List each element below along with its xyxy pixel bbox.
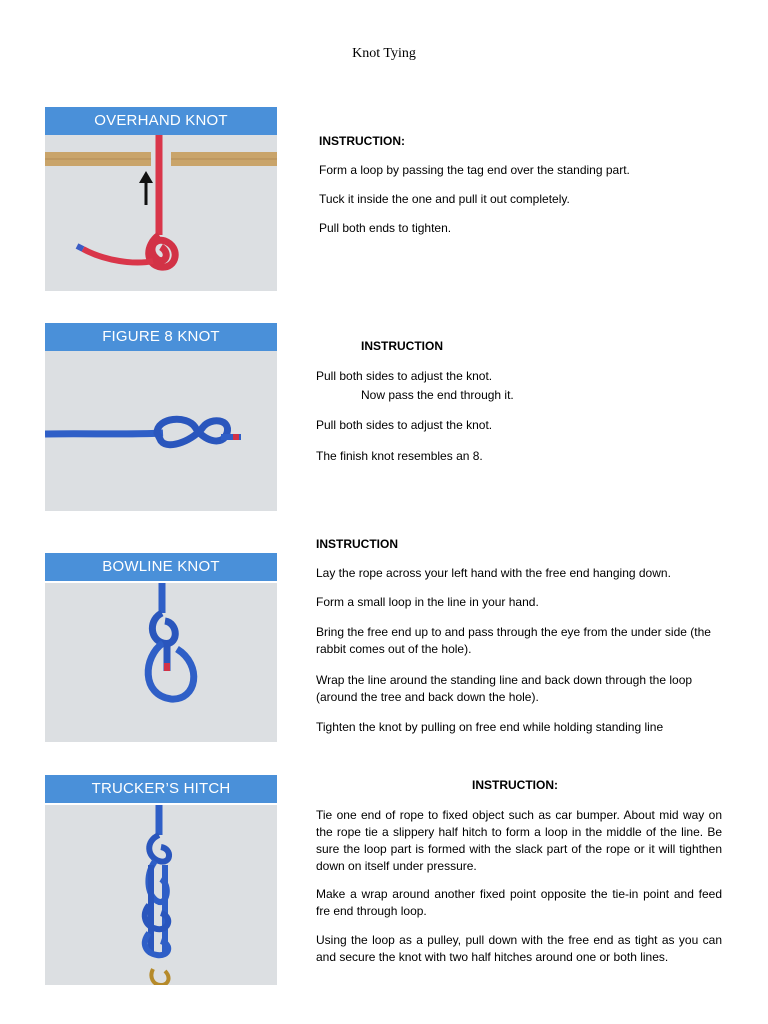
step-text: Tighten the knot by pulling on free end while holding standing line: [316, 720, 664, 734]
step-text: Now pass the end through it.: [361, 388, 514, 402]
section-heading-figure-8: FIGURE 8 KNOT: [45, 323, 277, 351]
step-text: Pull both ends to tighten.: [319, 221, 452, 235]
step-text: The finish knot resembles an 8.: [316, 449, 483, 463]
instruction-label: INSTRUCTION:: [319, 134, 405, 148]
section-heading-bowline: BOWLINE KNOT: [45, 553, 277, 581]
step-text: Form a loop by passing the tag end over the standing part.: [319, 163, 630, 177]
step-text: Tuck it inside the one and pull it out completely.: [319, 192, 570, 206]
truckers-hitch-image: [45, 805, 277, 985]
step-text: Bring the free end up to and pass through the eye from the under side (the rabbit comes out of the hole).: [316, 625, 711, 656]
bowline-knot-image: [45, 583, 277, 742]
step-text: Lay the rope across your left hand with the free end hanging down.: [316, 566, 671, 580]
step-text: Make a wrap around another fixed point opposite the tie-in point and feed fre end through loop.: [316, 887, 722, 918]
step-text: Using the loop as a pulley, pull down with the free end as tight as you can and secure the knot with two half hitches around one or both lines.: [316, 933, 722, 964]
page-title: Knot Tying: [352, 46, 416, 61]
step-text: Pull both sides to adjust the knot.: [316, 369, 493, 383]
section-heading-truckers-hitch: TRUCKER’S HITCH: [45, 775, 277, 803]
step-text: Wrap the line around the standing line and back down through the loop (around the tree and back down the hole).: [316, 673, 693, 704]
section-heading-overhand: OVERHAND KNOT: [45, 107, 277, 135]
instruction-label: INSTRUCTION:: [472, 778, 558, 792]
figure-8-knot-image: [45, 351, 277, 511]
overhand-knot-image: [45, 135, 277, 291]
instruction-label: INSTRUCTION: [361, 339, 443, 353]
instruction-label: INSTRUCTION: [316, 537, 398, 551]
step-text: Pull both sides to adjust the knot.: [316, 418, 493, 432]
step-text: Form a small loop in the line in your hand.: [316, 595, 539, 609]
step-text: Tie one end of rope to fixed object such as car bumper. About mid way on the rope tie a slippery half hitch to form a loop in the middle of the line. Be sure the loop part is formed with the slack part of the rope or it will tighthen down on itself under pressure.: [316, 808, 722, 873]
